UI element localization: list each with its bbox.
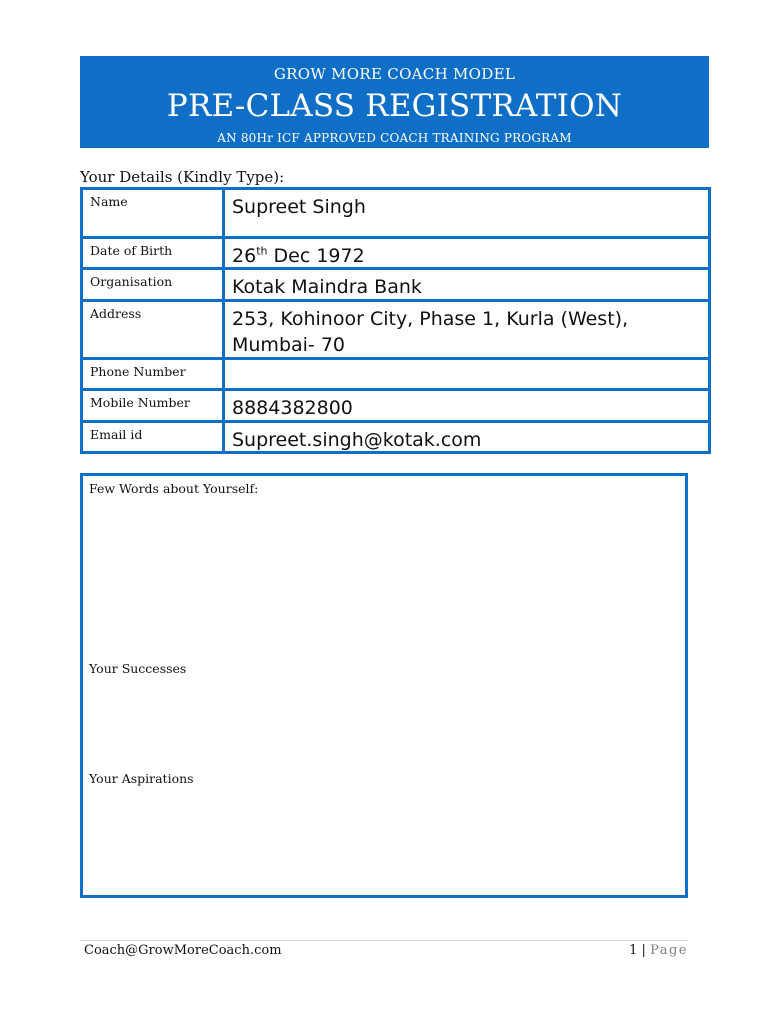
address-line-1: 253, Kohinoor City, Phase 1, Kurla (West), (232, 308, 629, 330)
phone-row (80, 357, 711, 391)
successes-label: Your Successes (89, 661, 187, 676)
program-name: GROW MORE COACH MODEL (273, 65, 516, 83)
organisation-label: Organisation (80, 267, 225, 302)
email-row (80, 420, 711, 454)
phone-label: Phone Number (80, 357, 225, 391)
footer-divider (80, 940, 688, 941)
address-line-2: Mumbai- 70 (232, 334, 345, 356)
page-separator: | (637, 943, 651, 958)
details-heading: Your Details (Kindly Type): (80, 168, 285, 186)
program-subtitle: AN 80Hr ICF APPROVED COACH TRAINING PROGRAM (217, 131, 572, 145)
dob-row (80, 236, 711, 270)
dob-rest: Dec 1972 (267, 245, 365, 267)
organisation-field[interactable]: Kotak Maindra Bank (222, 267, 711, 302)
about-yourself-box[interactable] (80, 473, 688, 898)
address-label: Address (80, 299, 225, 360)
page-number: 1 (629, 943, 638, 958)
dob-label: Date of Birth (80, 236, 225, 270)
mobile-label: Mobile Number (80, 388, 225, 423)
phone-field[interactable] (222, 357, 711, 391)
email-label: Email id (80, 420, 225, 454)
mobile-row (80, 388, 711, 423)
footer-email: Coach@GrowMoreCoach.com (84, 943, 282, 958)
dob-field[interactable] (222, 236, 711, 270)
address-field[interactable] (222, 299, 711, 360)
header-banner (80, 56, 709, 148)
mobile-field[interactable]: 8884382800 (222, 388, 711, 423)
name-label: Name (80, 187, 225, 239)
dob-suffix: th (256, 244, 268, 258)
page-word: Page (650, 943, 688, 958)
aspirations-label: Your Aspirations (89, 771, 194, 786)
address-row (80, 299, 711, 360)
name-field[interactable]: Supreet Singh (222, 187, 711, 239)
dob-day: 26 (232, 245, 257, 267)
email-field[interactable]: Supreet.singh@kotak.com (222, 420, 711, 454)
name-row (80, 187, 711, 239)
footer-page-indicator (629, 943, 688, 958)
organisation-row (80, 267, 711, 302)
few-words-label: Few Words about Yourself: (89, 481, 259, 496)
page-title: PRE-CLASS REGISTRATION (166, 88, 623, 124)
